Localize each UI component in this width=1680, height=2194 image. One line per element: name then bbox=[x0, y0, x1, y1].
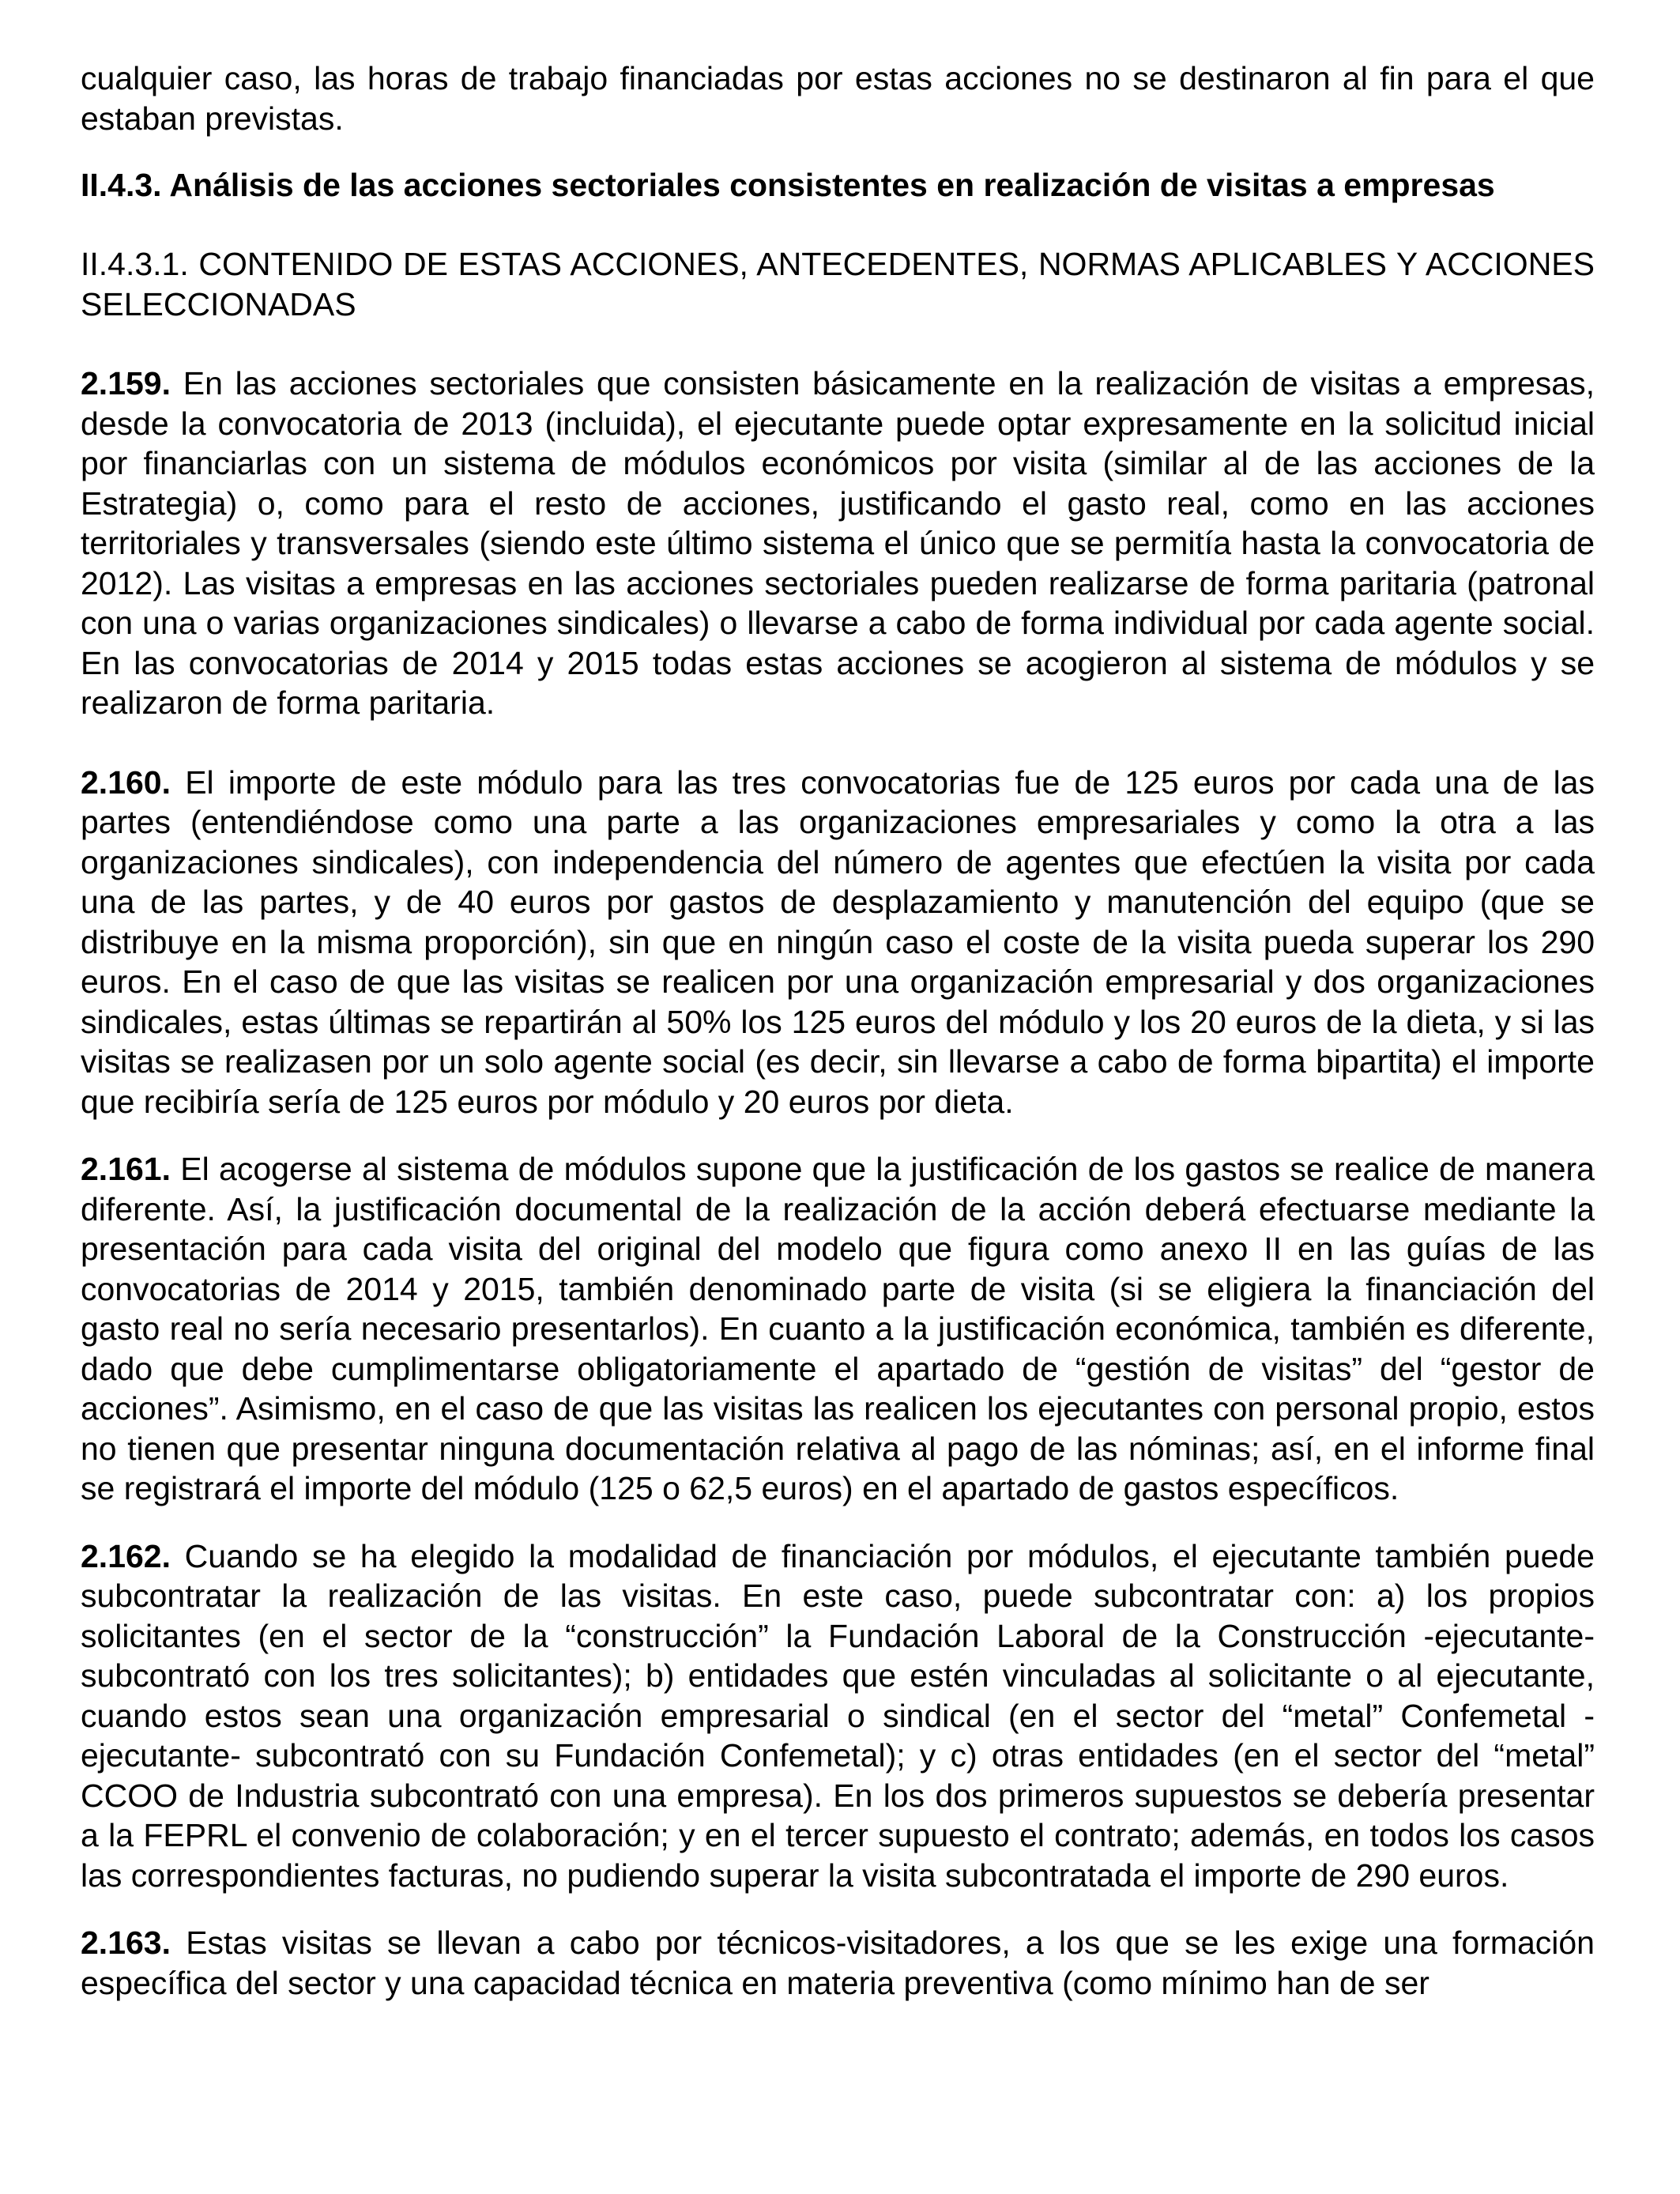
paragraph-number: 2.159. bbox=[81, 365, 171, 401]
paragraph-2-162 bbox=[81, 1536, 1595, 1896]
intro-paragraph: cualquier caso, las horas de trabajo financiadas por estas acciones no se destinaron al fin para el que estaban previstas. bbox=[81, 60, 1595, 137]
paragraph-text: Cuando se ha elegido la modalidad de financiación por módulos, el ejecutante también puede subcontratar la realización de las visitas. En este caso, puede subcontratar con: a) los propios solicitantes (en el sector de la “construcción” la Fundación Laboral de la Construcción -ejecutante- subcontrató con los tres solicitantes); b) entidades que estén vinculadas al solicitante o al ejecutante, cuando estos sean una organización empresarial o sindical (en el sector del “metal” Confemetal -ejecutante- subcontrató con su Fundación Confemetal); y c) otras entidades (en el sector del “metal” CCOO de Industria subcontrató con una empresa). En los dos primeros supuestos se debería presentar a la FEPRL el convenio de colaboración; y en el tercer supuesto el contrato; además, en todos los casos las correspondientes facturas, no pudiendo superar la visita subcontratada el importe de 290 euros. bbox=[81, 1537, 1595, 1894]
paragraph-2-161 bbox=[81, 1149, 1595, 1509]
paragraph-text: Estas visitas se llevan a cabo por técnicos-visitadores, a los que se les exige una formación específica del sector y una capacidad técnica en materia preventiva (como mínimo han de ser bbox=[81, 1924, 1595, 2001]
paragraph-2-163 bbox=[81, 1923, 1595, 2003]
paragraph-number: 2.162. bbox=[81, 1537, 171, 1574]
paragraph-number: 2.161. bbox=[81, 1151, 171, 1187]
paragraph-2-160 bbox=[81, 763, 1595, 1122]
paragraph-text: El acogerse al sistema de módulos supone que la justificación de los gastos se realice de manera diferente. Así, la justificación documental de la realización de la acción deberá efectuarse mediante la presentación para cada visita del original del modelo que figura como anexo II en las guías de las convocatorias de 2014 y 2015, también denominado parte de visita (si se eligiera la financiación del gasto real no sería necesario presentarlos). En cuanto a la justificación económica, también es diferente, dado que debe cumplimentarse obligatoriamente el apartado de “gestión de visitas” del “gestor de acciones”. Asimismo, en el caso de que las visitas las realicen los ejecutantes con personal propio, estos no tienen que presentar ninguna documentación relativa al pago de las nóminas; así, en el informe final se registrará el importe del módulo (125 o 62,5 euros) en el apartado de gastos específicos. bbox=[81, 1151, 1595, 1506]
paragraph-text: En las acciones sectoriales que consisten básicamente en la realización de visitas a empresas, desde la convocatoria de 2013 (incluida), el ejecutante puede optar expresamente en la solicitud inicial por financiarlas con un sistema de módulos económicos por visita (similar al de las acciones de la Estrategia) o, como para el resto de acciones, justificando el gasto real, como en las acciones territoriales y transversales (siendo este último sistema el único que se permitía hasta la convocatoria de 2012). Las visitas a empresas en las acciones sectoriales pueden realizarse de forma paritaria (patronal con una o varias organizaciones sindicales) o llevarse a cabo de forma individual por cada agente social. En las convocatorias de 2014 y 2015 todas estas acciones se acogieron al sistema de módulos y se realizaron de forma paritaria. bbox=[81, 365, 1595, 721]
section-heading: II.4.3. Análisis de las acciones sectoriales consistentes en realización de visitas a empresas bbox=[81, 167, 1495, 203]
paragraph-2-159 bbox=[81, 364, 1595, 723]
document-page bbox=[81, 58, 1595, 2003]
paragraph-number: 2.163. bbox=[81, 1924, 171, 1961]
paragraph-number: 2.160. bbox=[81, 763, 171, 801]
subsection-heading: II.4.3.1. CONTENIDO DE ESTAS ACCIONES, ANTECEDENTES, NORMAS APLICABLES Y ACCIONES SELECCIONADAS bbox=[81, 246, 1595, 322]
paragraph-text: El importe de este módulo para las tres convocatorias fue de 125 euros por cada una de las partes (entendiéndose como una parte a las organizaciones empresariales y como la otra a las organizaciones sindicales), con independencia del número de agentes que efectúen la visita por cada una de las partes, y de 40 euros por gastos de desplazamiento y manutención del equipo (que se distribuye en la misma proporción), sin que en ningún caso el coste de la visita pueda superar los 290 euros. En el caso de que las visitas se realicen por una organización empresarial y dos organizaciones sindicales, estas últimas se repartirán al 50% los 125 euros del módulo y los 20 euros de la dieta, y si las visitas se realizasen por un solo agente social (es decir, sin llevarse a cabo de forma bipartita) el importe que recibiría sería de 125 euros por módulo y 20 euros por dieta. bbox=[81, 763, 1595, 1120]
